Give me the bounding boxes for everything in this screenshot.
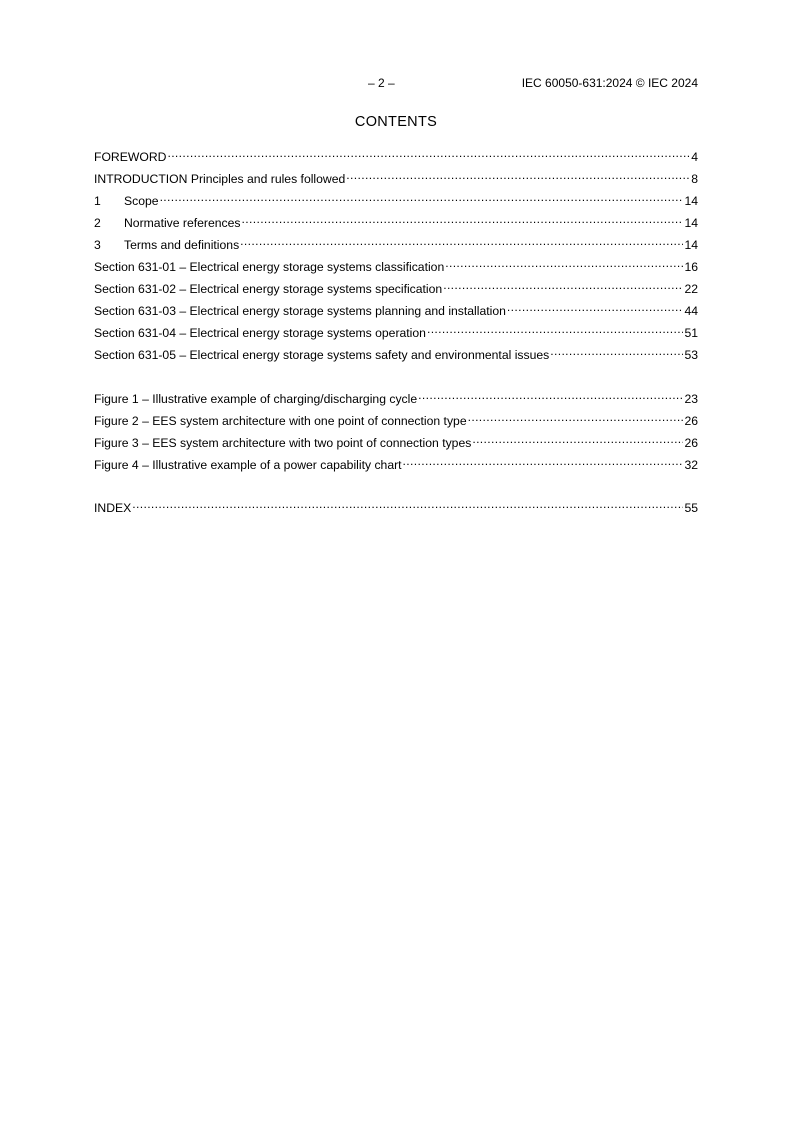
page-header [94, 76, 698, 92]
toc-leader-dots [443, 277, 683, 293]
toc-leader-dots [403, 453, 684, 469]
toc-entry-normative-references[interactable] [94, 211, 698, 233]
toc-entry-page: 4 [691, 150, 698, 164]
toc-leader-dots [160, 189, 684, 205]
toc-entry-terms-and-definitions[interactable] [94, 233, 698, 255]
toc-entry-title: Section 631-01 – Electrical energy storage systems classification [94, 260, 445, 274]
toc-entry-page: 26 [684, 414, 698, 428]
toc-entry-scope[interactable] [94, 189, 698, 211]
toc-leader-dots [346, 167, 690, 183]
toc-leader-dots [427, 321, 683, 337]
toc-leader-dots [550, 343, 683, 359]
toc-entry-page: 44 [684, 304, 698, 318]
page-number: – 2 – [368, 76, 395, 90]
toc-entry-title: INTRODUCTION Principles and rules followed [94, 172, 346, 186]
toc-leader-dots [445, 255, 683, 271]
toc-entry-title: Section 631-04 – Electrical energy storage systems operation [94, 326, 426, 340]
toc-entry-title: Figure 4 – Illustrative example of a power capability chart [94, 458, 402, 472]
toc-entry-section-631-02[interactable] [94, 277, 698, 299]
toc-entry-title: FOREWORD [94, 150, 167, 164]
toc-entry-title: Figure 1 – Illustrative example of charging/discharging cycle [94, 392, 418, 406]
toc-leader-dots [468, 409, 684, 425]
toc-entry-figure-1[interactable] [94, 387, 698, 409]
toc-entry-title: Section 631-05 – Electrical energy storage systems safety and environmental issues [94, 348, 550, 362]
toc-entry-figure-4[interactable] [94, 453, 698, 475]
toc-entry-section-631-05[interactable] [94, 343, 698, 365]
toc-leader-dots [132, 496, 683, 512]
toc-entry-title: Figure 2 – EES system architecture with one point of connection type [94, 414, 467, 428]
toc-entry-page: 26 [684, 436, 698, 450]
toc-leader-dots [242, 211, 684, 227]
toc-entry-page: 23 [684, 392, 698, 406]
toc-entry-page: 14 [684, 194, 698, 208]
contents-title: CONTENTS [354, 114, 438, 130]
toc-entry-number: 3 [94, 238, 101, 252]
toc-entry-section-631-04[interactable] [94, 321, 698, 343]
toc-entry-number: 2 [94, 216, 101, 230]
toc-entry-section-631-01[interactable] [94, 255, 698, 277]
toc-entry-page: 14 [684, 238, 698, 252]
toc-entry-title: Figure 3 – EES system architecture with two point of connection types [94, 436, 472, 450]
toc-leader-dots [472, 431, 683, 447]
toc-leader-dots [167, 145, 690, 161]
toc-entry-number: 1 [94, 194, 101, 208]
toc-entry-title: Terms and definitions [124, 238, 240, 252]
toc-figures-list [94, 387, 698, 475]
toc-entry-page: 51 [684, 326, 698, 340]
toc-leader-dots [418, 387, 683, 403]
toc-entry-title: Section 631-03 – Electrical energy storage systems planning and installation [94, 304, 506, 318]
toc-entry-introduction[interactable] [94, 167, 698, 189]
toc-entry-title: Scope [124, 194, 159, 208]
document-id: IEC 60050-631:2024 © IEC 2024 [521, 76, 698, 90]
toc-entry-page: 8 [691, 172, 698, 186]
toc-main-list [94, 145, 698, 365]
toc-leader-dots [240, 233, 683, 249]
toc-leader-dots [507, 299, 684, 315]
toc-entry-page: 22 [684, 282, 698, 296]
toc-entry-figure-3[interactable] [94, 431, 698, 453]
toc-entry-foreword[interactable] [94, 145, 698, 167]
toc-entry-title: Normative references [124, 216, 241, 230]
toc-entry-page: 55 [684, 501, 698, 515]
toc-entry-figure-2[interactable] [94, 409, 698, 431]
toc-entry-title: INDEX [94, 501, 132, 515]
toc-entry-page: 53 [684, 348, 698, 362]
toc-index-list [94, 496, 698, 518]
toc-entry-page: 32 [684, 458, 698, 472]
toc-entry-page: 14 [684, 216, 698, 230]
toc-entry-section-631-03[interactable] [94, 299, 698, 321]
toc-entry-page: 16 [684, 260, 698, 274]
toc-entry-index[interactable] [94, 496, 698, 518]
toc-entry-title: Section 631-02 – Electrical energy storage systems specification [94, 282, 443, 296]
